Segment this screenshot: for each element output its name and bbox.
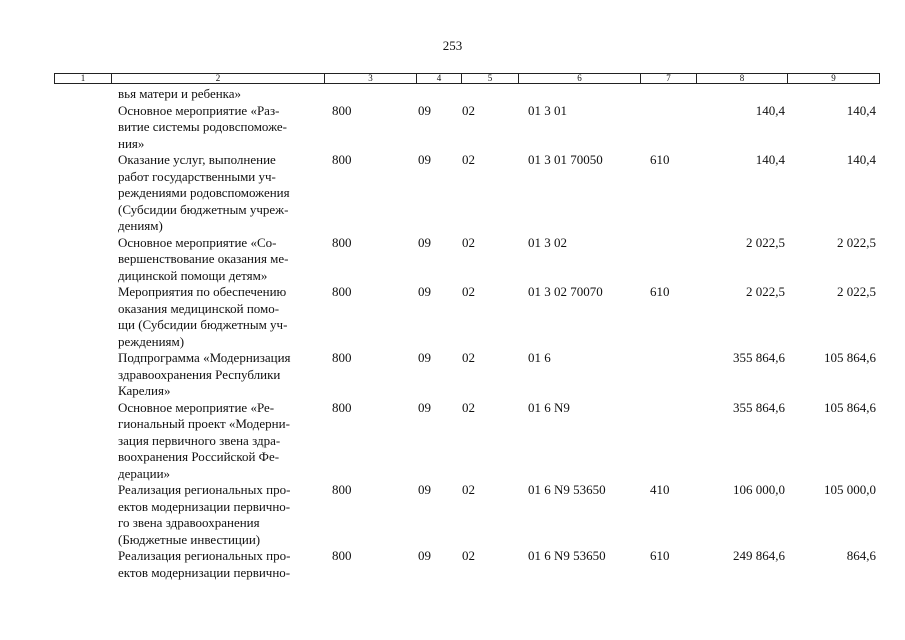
- name-line: зация первичного звена здра-: [118, 432, 281, 448]
- header-col-7: 7: [641, 74, 697, 83]
- cell-col-5: 02: [462, 548, 475, 563]
- cell-col-5: 02: [462, 482, 475, 497]
- name-line: Мероприятия по обеспечению: [118, 284, 287, 299]
- table-row: [0, 482, 905, 548]
- name-line: Основное мероприятие «Раз-: [118, 102, 280, 118]
- cell-col-9: 140,4: [846, 152, 876, 167]
- name-line: вершенствование оказания ме-: [118, 251, 289, 266]
- cell-col-3: 800: [332, 152, 352, 167]
- cell-col-8: 2 022,5: [746, 234, 785, 250]
- row-name: [118, 86, 328, 103]
- row-name: [118, 548, 328, 581]
- cell-col-6: 01 6 N9 53650: [528, 548, 606, 563]
- page-number: 253: [442, 38, 463, 53]
- cell-col-7: 610: [650, 548, 670, 563]
- row-name: [118, 284, 328, 350]
- table-row: [0, 548, 905, 581]
- header-col-2: 2: [112, 74, 325, 83]
- name-line: Карелия»: [118, 383, 171, 398]
- name-line: вья матери и ребенка»: [118, 86, 242, 101]
- cell-col-6: 01 3 01 70050: [528, 152, 603, 167]
- cell-col-6: 01 3 02: [528, 234, 567, 250]
- cell-col-5: 02: [462, 284, 475, 299]
- name-line: дерации»: [118, 465, 171, 481]
- cell-col-9: 2 022,5: [837, 234, 876, 250]
- cell-col-5: 02: [462, 152, 475, 167]
- row-name: [118, 400, 328, 483]
- cell-col-3: 800: [332, 102, 352, 118]
- cell-col-4: 09: [418, 234, 431, 250]
- header-col-8: 8: [697, 74, 788, 83]
- cell-col-8: 355 864,6: [733, 399, 785, 415]
- name-line: го звена здравоохранения: [118, 515, 260, 530]
- cell-col-4: 09: [418, 284, 431, 299]
- cell-col-5: 02: [462, 234, 475, 250]
- cell-col-7: 610: [650, 152, 670, 167]
- cell-col-6: 01 6 N9 53650: [528, 482, 606, 497]
- cell-col-7: 410: [650, 482, 670, 497]
- name-line: работ государственными уч-: [118, 168, 276, 184]
- header-col-9: 9: [831, 73, 836, 83]
- row-name: [118, 152, 328, 235]
- cell-col-6: 01 3 01: [528, 102, 567, 118]
- cell-col-8: 140,4: [755, 152, 785, 167]
- name-line: (Субсидии бюджетным учреж-: [118, 201, 289, 217]
- cell-col-8: 140,4: [755, 102, 785, 118]
- cell-col-3: 800: [332, 548, 352, 563]
- cell-col-5: 02: [462, 102, 475, 118]
- cell-col-8: 106 000,0: [733, 482, 785, 497]
- cell-col-4: 09: [418, 482, 431, 497]
- cell-col-3: 800: [332, 350, 352, 365]
- cell-col-3: 800: [332, 234, 352, 250]
- cell-col-4: 09: [418, 548, 431, 563]
- name-line: дениям): [118, 218, 163, 233]
- row-name: [118, 103, 328, 153]
- name-line: Реализация региональных про-: [118, 482, 291, 497]
- cell-col-4: 09: [418, 152, 431, 167]
- name-line: (Бюджетные инвестиции): [118, 531, 261, 547]
- table-row: [0, 350, 905, 400]
- header-col-6: 6: [519, 74, 641, 83]
- name-line: реждениями родовспоможения: [118, 185, 290, 200]
- name-line: щи (Субсидии бюджетным уч-: [118, 317, 288, 332]
- cell-col-6: 01 6 N9: [528, 399, 570, 415]
- row-name: [118, 350, 328, 400]
- name-line: ектов модернизации первично-: [118, 498, 291, 514]
- cell-col-9: 2 022,5: [837, 284, 876, 299]
- row-name: [118, 235, 328, 285]
- cell-col-4: 09: [418, 102, 431, 118]
- name-line: Оказание услуг, выполнение: [118, 152, 276, 167]
- name-line: Подпрограмма «Модернизация: [118, 350, 291, 365]
- name-line: Реализация региональных про-: [118, 548, 291, 563]
- table-body: [0, 86, 905, 581]
- table-row: [0, 235, 905, 285]
- table-row: [0, 86, 905, 103]
- cell-col-8: 2 022,5: [746, 284, 785, 299]
- header-col-3: 3: [325, 74, 417, 83]
- name-line: ния»: [118, 135, 145, 151]
- cell-col-4: 09: [418, 350, 431, 365]
- cell-col-8: 355 864,6: [733, 350, 785, 365]
- table-row: [0, 103, 905, 153]
- name-line: витие системы родовспоможе-: [118, 119, 288, 134]
- cell-col-3: 800: [332, 284, 352, 299]
- table-header-row: [54, 73, 880, 84]
- row-name: [118, 482, 328, 548]
- header-col-5: 5: [462, 74, 519, 83]
- cell-col-5: 02: [462, 350, 475, 365]
- cell-col-9: 140,4: [846, 102, 876, 118]
- cell-col-9: 864,6: [846, 548, 876, 563]
- header-col-4: 4: [417, 74, 462, 83]
- cell-col-3: 800: [332, 399, 352, 415]
- cell-col-6: 01 3 02 70070: [528, 284, 603, 299]
- name-line: Основное мероприятие «Ре-: [118, 399, 275, 415]
- cell-col-8: 249 864,6: [733, 548, 785, 563]
- name-line: оказания медицинской помо-: [118, 300, 280, 316]
- name-line: здравоохранения Республики: [118, 366, 281, 382]
- cell-col-4: 09: [418, 399, 431, 415]
- table-row: [0, 284, 905, 350]
- cell-col-9: 105 864,6: [824, 350, 876, 365]
- table-row: [0, 400, 905, 483]
- table-row: [0, 152, 905, 235]
- name-line: дицинской помощи детям»: [118, 267, 268, 283]
- header-col-1: 1: [55, 74, 112, 83]
- cell-col-9: 105 864,6: [824, 399, 876, 415]
- cell-col-5: 02: [462, 399, 475, 415]
- cell-col-3: 800: [332, 482, 352, 497]
- name-line: реждениям): [118, 333, 185, 349]
- cell-col-7: 610: [650, 284, 670, 299]
- name-line: Основное мероприятие «Со-: [118, 234, 277, 250]
- name-line: гиональный проект «Модерни-: [118, 416, 290, 431]
- cell-col-9: 105 000,0: [824, 482, 876, 497]
- name-line: ектов модернизации первично-: [118, 564, 291, 580]
- cell-col-6: 01 6: [528, 350, 551, 365]
- name-line: воохранения Российской Фе-: [118, 449, 280, 464]
